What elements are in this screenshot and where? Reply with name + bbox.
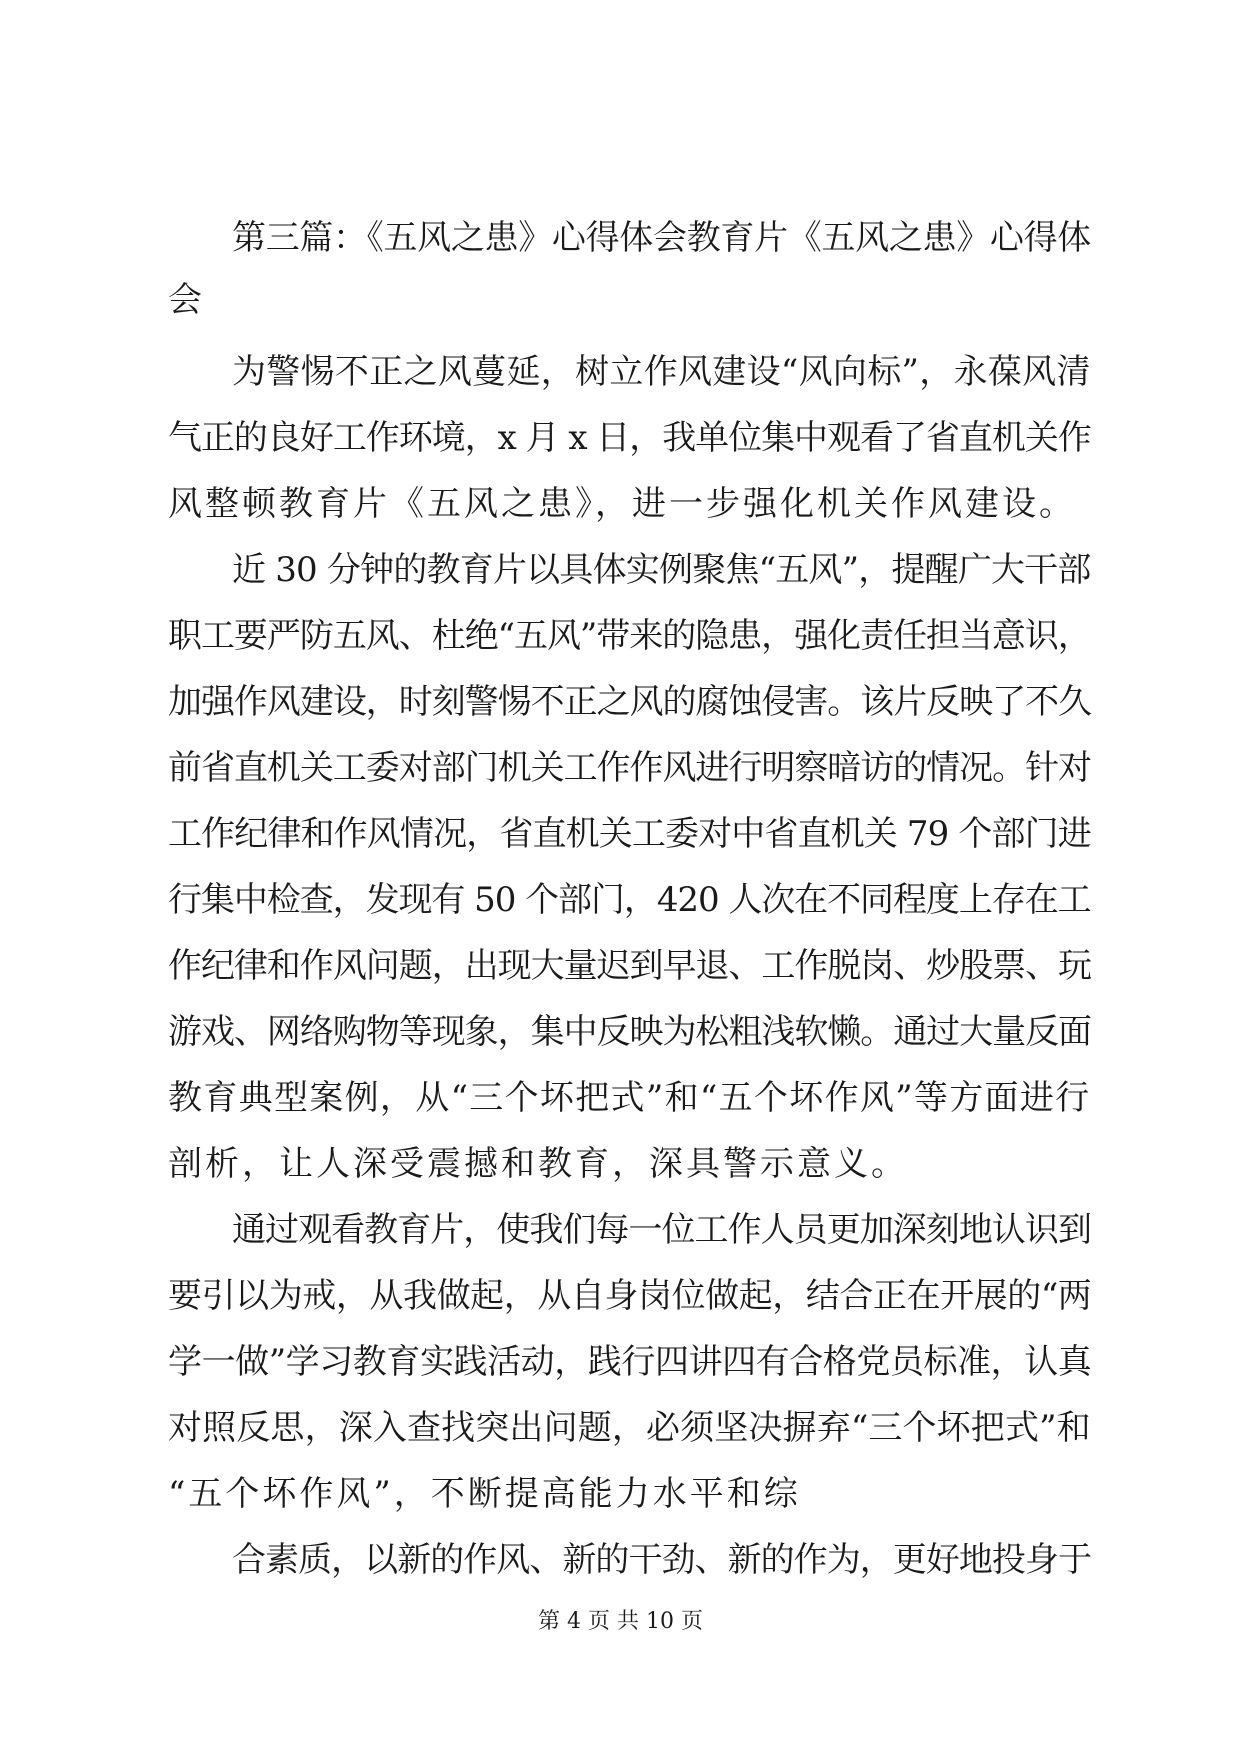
- paragraph-1-line-3: 风整顿教育片《五风之患》，进一步强化机关作风建设。: [168, 484, 1076, 524]
- paragraph-1-line-2: 气正的良好工作环境，x 月 x 日，我单位集中观看了省直机关作: [168, 418, 1091, 458]
- paragraph-3-line-2: 要引以为戒，从我做起，从自身岗位做起，结合正在开展的“两: [168, 1276, 1092, 1316]
- paragraph-1-line-1: 为警惕不正之风蔓延，树立作风建设“风向标”，永葆风清: [232, 352, 1091, 392]
- paragraph-2-line-2: 职工要严防五风、杜绝“五风”带来的隐患，强化责任担当意识，: [168, 616, 1091, 656]
- paragraph-2-line-7: 作纪律和作风问题，出现大量迟到早退、工作脱岗、炒股票、玩: [168, 946, 1091, 986]
- heading-line-1: 第三篇：《五风之患》心得体会教育片《五风之患》心得体: [232, 218, 1091, 258]
- paragraph-2-line-8: 游戏、网络购物等现象，集中反映为松粗浅软懒。通过大量反面: [168, 1012, 1091, 1052]
- paragraph-3-line-5: “五个坏作风”，不断提高能力水平和综: [168, 1474, 801, 1514]
- paragraph-2-line-10: 剖析，让人深受震撼和教育，深具警示意义。: [168, 1144, 908, 1184]
- heading-line-2: 会: [168, 280, 205, 320]
- paragraph-3-line-1: 通过观看教育片，使我们每一位工作人员更加深刻地认识到: [232, 1210, 1091, 1250]
- paragraph-2-line-9: 教育典型案例，从“三个坏把式”和“五个坏作风”等方面进行: [168, 1078, 1091, 1118]
- paragraph-3-line-3: 学一做”学习教育实践活动，践行四讲四有合格党员标准，认真: [168, 1342, 1092, 1382]
- paragraph-2-line-3: 加强作风建设，时刻警惕不正之风的腐蚀侵害。该片反映了不久: [168, 682, 1091, 722]
- paragraph-2-line-4: 前省直机关工委对部门机关工作作风进行明察暗访的情况。针对: [168, 748, 1091, 788]
- paragraph-2-line-5: 工作纪律和作风情况，省直机关工委对中省直机关 79 个部门进: [168, 814, 1091, 854]
- paragraph-3-line-4: 对照反思，深入查找突出问题，必须坚决摒弃“三个坏把式”和: [168, 1408, 1091, 1448]
- paragraph-4-line-1: 合素质，以新的作风、新的干劲、新的作为，更好地投身于: [232, 1540, 1091, 1580]
- page-number-footer: 第 4 页 共 10 页: [538, 1609, 703, 1634]
- paragraph-2-line-1: 近 30 分钟的教育片以具体实例聚焦“五风”，提醒广大干部: [232, 550, 1091, 590]
- paragraph-2-line-6: 行集中检查，发现有 50 个部门，420 人次在不同程度上存在工: [168, 880, 1091, 920]
